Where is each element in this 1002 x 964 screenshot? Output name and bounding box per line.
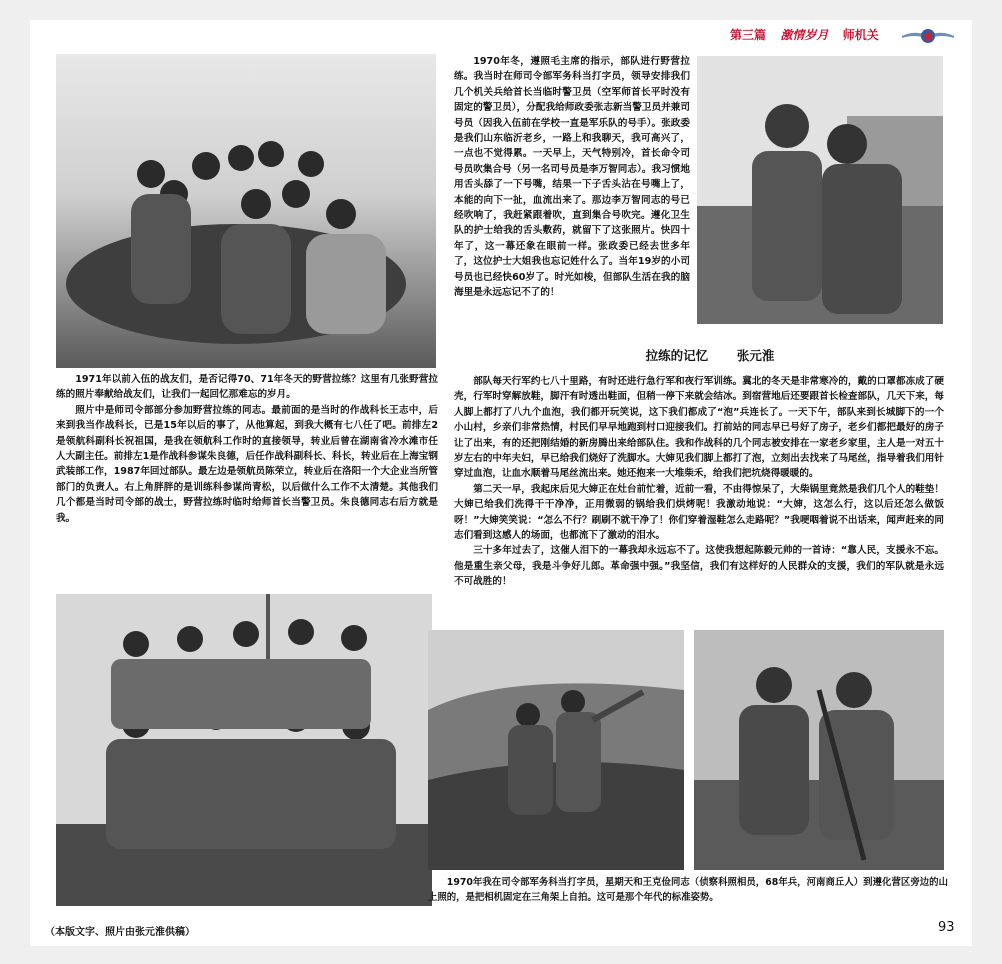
right-top-text — [454, 54, 690, 301]
group-photo-sitting — [56, 54, 436, 368]
header-title — [730, 26, 879, 43]
photo-credit: （本版文字、照片由张元淮供稿） — [45, 927, 195, 938]
bugler-story-paragraph: 1970年冬，遵照毛主席的指示，部队进行野营拉练。我当时在师司令部军务科当打字员，领导安排我们几个机关兵给首长当临时警卫员（空军师首长平时没有固定的警卫员），分配我给师政委张志新当警卫员并兼司号员（因我入伍前在学校一直是军乐队的号手）。张政委是我们山东临沂老乡，一路上和我聊天，我可高兴了，一点也不觉得累。一天早上，天气特别冷，首长命令司号员吹集合号（另一名司号员是李万智同志）。我习惯地用舌头舔了一下号嘴，结果一下子舌头沾在号嘴上了，本能的向下一扯，血流出来了。那边李万智同志的号已经吹响了，我赶紧跟着吹，直到集合号吹完。遵化卫生队的护士给我的舌头敷药，就留下了这张照片。快四十年了，这一幕还象在眼前一样。张政委已经去世多年了，这位护士大姐我也忘记姓什么了。当年19岁的小司号员也已经快60岁了。时光如梭，但部队生活在我的脑海里是永远忘记不了的！ — [454, 56, 690, 299]
article-title — [590, 346, 830, 364]
bottom-caption-text: 1970年我在司令部军务科当打字员，星期天和王克俭同志（侦察科照相员，68年兵，河南商丘人）到遵化营区旁边的山上照的，是把相机固定在三角架上自拍。这可是那个年代的标准姿势。 — [428, 877, 948, 903]
photo-bugler-nurse — [697, 56, 943, 324]
header-subtitle: 激情岁月 — [780, 28, 829, 42]
air-force-emblem-icon — [900, 24, 956, 48]
left-caption — [56, 372, 438, 526]
photo-two-soldiers-seated — [694, 630, 944, 870]
page — [30, 20, 972, 946]
article-paragraph: 第二天一早，我起床后见大婶正在灶台前忙着，近前一看，不由得惊呆了，大柴锅里竟然是我们几个人的鞋垫！大婶已给我们洗得干干净净，正用微弱的锅给我们烘烤呢！我激动地说：“大婶，这怎么行，这以后还怎么做饭呀！”大婶笑笑说：“怎么不行？刷刷不就干净了！你们穿着湿鞋怎么走路呢？”我哽咽着说不出话来，闻声赶来的同志们看到这感人的场面，也都流下了激动的泪水。 — [454, 483, 944, 542]
article-title-text: 拉练的记忆 — [645, 348, 709, 363]
article-author: 张元淮 — [736, 348, 775, 363]
article-paragraph: 部队每天行军约七八十里路，有时还进行急行军和夜行军训练。冀北的冬天是非常寒冷的，戴的口罩都冻成了硬壳，行军时穿解放鞋，脚汗有时透出鞋面，但稍一停下来就会结冰。到宿营地后还要跟首长检查部队，几天下来，每人脚上都打了八九个血泡，我们都开玩笑说，这下我们都成了“泡”兵连长了。一天下午，部队来到长城脚下的一个小山村，乡亲们非常热情，村民们早早地跑到村口迎接我们。打前站的同志早已号好了房子，老乡们都把最好的房子让了出来，有的还把刚结婚的新房腾出来给部队住。我和作战科的几个同志被安排在一家老乡家里，主人是一对五十岁左右的中年夫妇，早已给我们烧好了洗脚水。大婶见我们脚上都打了泡，立刻出去找来了马尾丝，指导着我们用针穿过血泡，让血水顺着马尾丝流出来。她还抱来一大堆柴禾，给我们把坑烧得暖暖的。 — [454, 376, 944, 480]
photo-soldiers-pointing — [428, 630, 684, 870]
bottom-caption — [428, 875, 948, 905]
page-number: 93 — [938, 920, 955, 935]
article-body — [454, 374, 944, 590]
group-photo-two-rows — [56, 594, 432, 906]
header-unit: 师机关 — [842, 28, 879, 42]
left-caption-intro: 1971年以前入伍的战友们，是否记得70、71年冬天的野营拉练？这里有几张野营拉练的照片奉献给战友们，让我们一起回忆那难忘的岁月。 — [56, 374, 438, 401]
left-caption-detail: 照片中是师司令部部分参加野营拉练的同志。最前面的是当时的作战科长王志中，后来到我当作战科长，已是15年以后的事了，从他算起，到我大概有七八任了吧。前排左2是领航科副科长祝祖国，是我在领航科工作时的直接领导，转业后曾在湖南省冷水滩市任人大副主任。前排左1是作战科参谋朱良德，后任作战科副科长、科长，转业后在上海宝钢武装部工作，1987年回过部队。最左边是领航员陈荣立，转业后在洛阳一个大企业当所管部门的负责人。右上角胖胖的是训练科参谋尚青松，以后做什么工作不太清楚。其他我们几个都是当时司令部的战士，野营拉练时临时给师首长当警卫员。朱良德同志右后方就是我。 — [56, 404, 438, 524]
article-paragraph: 三十多年过去了，这催人泪下的一幕我却永远忘不了。这使我想起陈毅元帅的一首诗：“靠人民，支援永不忘。他是重生亲父母，我是斗争好儿郎。革命强中强。”我坚信，我们有这样好的人民群众的支援，我们的军队就是永远不可战胜的！ — [454, 545, 944, 588]
header-section: 第三篇 — [730, 28, 767, 42]
